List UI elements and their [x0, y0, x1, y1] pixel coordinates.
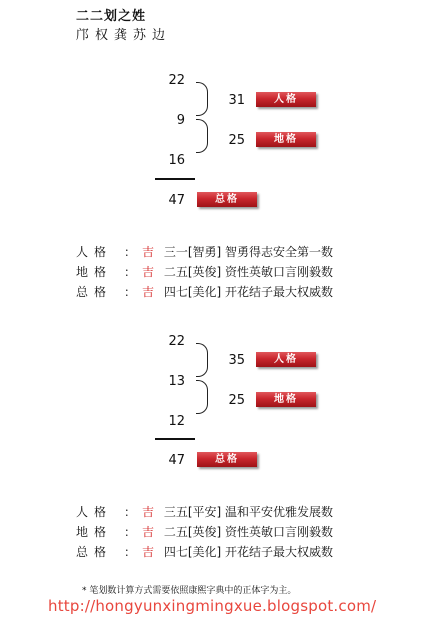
number-desc: 开花结子最大权威数 — [225, 545, 334, 559]
total-value: 47 — [168, 193, 185, 208]
number-title: [智勇] — [187, 245, 222, 259]
footnote: * 笔划数计算方式需要依照康熙字典中的正体字为主。 — [82, 586, 297, 596]
result-row: 地格 ： 吉 二五[英俊] 资性英敏口言刚毅数 — [76, 265, 334, 279]
ren-brace — [196, 343, 208, 377]
middle-stroke-value: 9 — [176, 113, 185, 128]
blog-url-link[interactable]: http://hongyunxingmingxue.blogspot.com/ — [48, 597, 377, 615]
grid-label: 总格 — [76, 285, 113, 299]
top-stroke-value: 22 — [168, 73, 185, 88]
top-stroke-value: 22 — [168, 334, 185, 349]
zong-badge: 总格 — [197, 192, 257, 207]
number-title: [美化] — [187, 545, 222, 559]
grid-label: 人格 — [76, 245, 113, 259]
number-title: [平安] — [187, 505, 222, 519]
number-desc: 开花结子最大权威数 — [225, 285, 334, 299]
grid-label: 总格 — [76, 545, 113, 559]
sum-line — [155, 178, 195, 180]
di-badge: 地格 — [256, 132, 316, 147]
di-value: 25 — [228, 393, 245, 408]
di-value: 25 — [228, 133, 245, 148]
results-block-2 — [76, 503, 333, 563]
number-desc: 资性英敏口言刚毅数 — [225, 265, 334, 279]
number-name: 三五 — [163, 505, 188, 519]
luck-mark: 吉 — [142, 265, 155, 279]
page-title: 二二划之姓 — [76, 9, 147, 24]
number-name: 四七 — [163, 285, 188, 299]
number-name: 二五 — [163, 265, 188, 279]
number-title: [英俊] — [187, 265, 222, 279]
surname-list: 邝权龚苏边 — [76, 28, 172, 43]
result-row: 人格 ： 吉 三一[智勇] 智勇得志安全第一数 — [76, 245, 334, 259]
grid-label: 地格 — [76, 525, 113, 539]
result-row: 总格 ： 吉 四七[美化] 开花结子最大权威数 — [76, 285, 334, 299]
di-brace — [196, 119, 208, 153]
luck-mark: 吉 — [142, 505, 155, 519]
luck-mark: 吉 — [142, 285, 155, 299]
number-title: [英俊] — [187, 525, 222, 539]
di-brace — [196, 380, 208, 414]
middle-stroke-value: 13 — [168, 374, 185, 389]
bottom-stroke-value: 16 — [168, 153, 185, 168]
total-value: 47 — [168, 453, 185, 468]
luck-mark: 吉 — [142, 525, 155, 539]
number-name: 三一 — [163, 245, 188, 259]
sum-line — [155, 438, 195, 440]
zong-badge: 总格 — [197, 452, 257, 467]
grid-label: 地格 — [76, 265, 113, 279]
ren-value: 31 — [228, 93, 245, 108]
result-row: 人格 ： 吉 三五[平安] 温和平安优雅发展数 — [76, 505, 334, 519]
di-badge: 地格 — [256, 392, 316, 407]
number-desc: 资性英敏口言刚毅数 — [225, 525, 334, 539]
result-row: 总格 ： 吉 四七[美化] 开花结子最大权威数 — [76, 545, 334, 559]
bottom-stroke-value: 12 — [168, 414, 185, 429]
number-title: [美化] — [187, 285, 222, 299]
luck-mark: 吉 — [142, 245, 155, 259]
grid-label: 人格 — [76, 505, 113, 519]
ren-badge: 人格 — [256, 352, 316, 367]
ren-value: 35 — [228, 353, 245, 368]
number-name: 四七 — [163, 545, 188, 559]
results-block-1 — [76, 243, 333, 303]
number-desc: 智勇得志安全第一数 — [225, 245, 334, 259]
ren-brace — [196, 82, 208, 116]
result-row: 地格 ： 吉 二五[英俊] 资性英敏口言刚毅数 — [76, 525, 334, 539]
number-desc: 温和平安优雅发展数 — [225, 505, 334, 519]
ren-badge: 人格 — [256, 92, 316, 107]
number-name: 二五 — [163, 525, 188, 539]
luck-mark: 吉 — [142, 545, 155, 559]
